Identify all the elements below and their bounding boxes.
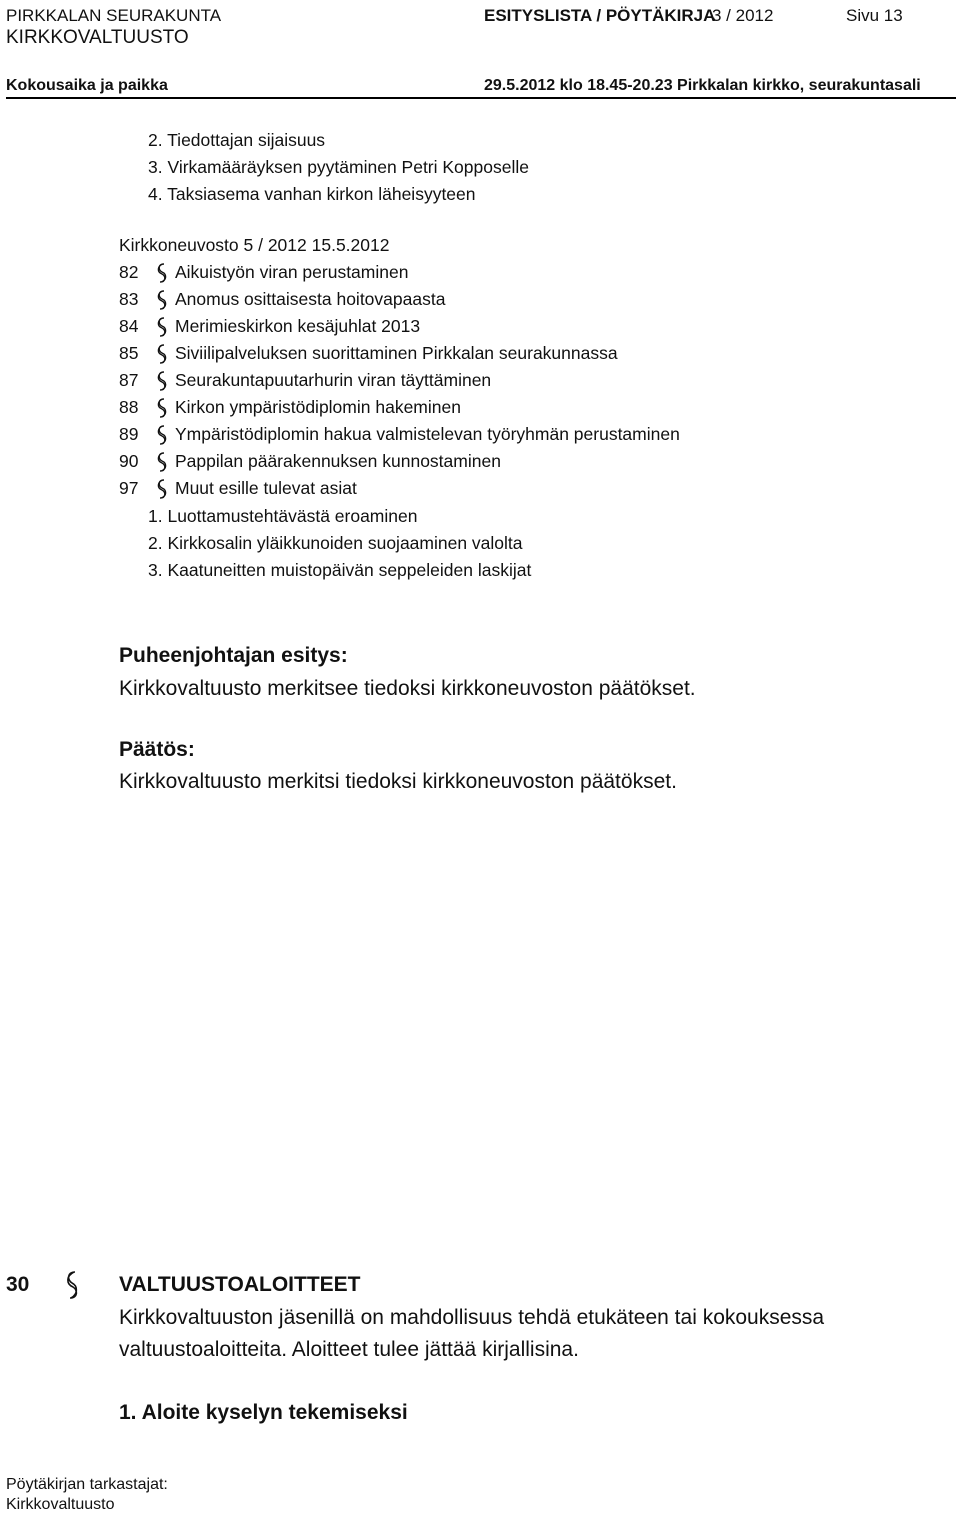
item-label: Seurakuntapuutarhurin viran täyttäminen — [175, 370, 492, 390]
section-text-line-2: valtuustoaloitteita. Aloitteet tulee jättää kirjallisina. — [119, 1338, 579, 1361]
meeting-label: Kokousaika ja paikka — [6, 77, 168, 94]
doc-type: ESITYSLISTA / PÖYTÄKIRJA — [484, 6, 716, 25]
intro-list — [148, 127, 529, 208]
initiative-heading: 1. Aloite kyselyn tekemiseksi — [119, 1401, 408, 1424]
section-text-line-1: Kirkkovaltuuston jäsenillä on mahdollisuus tehdä etukäteen tai kokouksessa — [119, 1306, 825, 1329]
list-item — [119, 313, 680, 340]
list-item — [119, 367, 680, 394]
item-number: 90 — [119, 451, 139, 471]
list-item — [119, 259, 680, 286]
list-item — [119, 394, 680, 421]
decision-heading: Päätös: — [119, 738, 195, 761]
section-sign-icon — [151, 289, 173, 311]
section-sign-icon — [151, 397, 173, 419]
section-sign-icon — [151, 451, 173, 473]
item-label: Kirkon ympäristödiplomin hakeminen — [175, 397, 461, 417]
item-label: Muut esille tulevat asiat — [175, 478, 357, 498]
item-label: Pappilan päärakennuksen kunnostaminen — [175, 451, 501, 471]
footer-name: Kirkkovaltuusto — [6, 1496, 115, 1513]
item-number: 84 — [119, 316, 139, 336]
council-sub-items — [148, 503, 531, 584]
list-item: 3. Virkamääräyksen pyytäminen Petri Kopposelle — [148, 157, 529, 177]
org-name: PIRKKALAN SEURAKUNTA — [6, 6, 222, 25]
item-number: 88 — [119, 397, 139, 417]
council-items — [119, 259, 680, 502]
proposal-heading: Puheenjohtajan esitys: — [119, 644, 348, 667]
item-number: 87 — [119, 370, 139, 390]
item-number: 85 — [119, 343, 139, 363]
section-sign-icon — [151, 370, 173, 392]
section-sign-icon — [151, 262, 173, 284]
item-label: Merimieskirkon kesäjuhlat 2013 — [175, 316, 421, 336]
list-item: 2. Tiedottajan sijaisuus — [148, 130, 326, 150]
section-sign-icon — [151, 424, 173, 446]
meeting-value: 29.5.2012 klo 18.45-20.23 Pirkkalan kirkko, seurakuntasali — [484, 77, 921, 94]
item-number: 89 — [119, 424, 139, 444]
doc-number: 3 / 2012 — [712, 6, 774, 25]
list-item — [119, 286, 680, 313]
list-item: 2. Kirkkosalin yläikkunoiden suojaaminen valolta — [148, 533, 523, 553]
item-label: Anomus osittaisesta hoitovapaasta — [175, 289, 446, 309]
list-item: 1. Luottamustehtävästä eroaminen — [148, 506, 418, 526]
list-item — [119, 448, 680, 475]
section-sign-icon — [60, 1270, 84, 1305]
proposal-text: Kirkkovaltuusto merkitsee tiedoksi kirkkoneuvoston päätökset. — [119, 677, 696, 700]
item-number: 82 — [119, 262, 139, 282]
item-number: 97 — [119, 478, 139, 498]
decision-text: Kirkkovaltuusto merkitsi tiedoksi kirkkoneuvoston päätökset. — [119, 770, 677, 793]
footer-label: Pöytäkirjan tarkastajat: — [6, 1476, 168, 1493]
list-item: 4. Taksiasema vanhan kirkon läheisyyteen — [148, 184, 476, 204]
item-label: Siviilipalveluksen suorittaminen Pirkkalan seurakunnassa — [175, 343, 618, 363]
list-item — [119, 421, 680, 448]
item-number: 83 — [119, 289, 139, 309]
body-name: KIRKKOVALTUUSTO — [6, 27, 189, 48]
section-sign-icon — [151, 316, 173, 338]
section-title: VALTUUSTOALOITTEET — [119, 1273, 361, 1296]
list-item — [119, 340, 680, 367]
item-label: Aikuistyön viran perustaminen — [175, 262, 409, 282]
list-item — [119, 475, 680, 502]
council-heading: Kirkkoneuvosto 5 / 2012 15.5.2012 — [119, 235, 390, 255]
list-item: 3. Kaatuneitten muistopäivän seppeleiden laskijat — [148, 560, 532, 580]
item-label: Ympäristödiplomin hakua valmistelevan työryhmän perustaminen — [175, 424, 680, 444]
section-number: 30 — [6, 1273, 30, 1296]
section-sign-icon — [151, 478, 173, 500]
header-rule — [6, 97, 956, 99]
section-sign-icon — [151, 343, 173, 365]
page-number: Sivu 13 — [846, 6, 903, 25]
